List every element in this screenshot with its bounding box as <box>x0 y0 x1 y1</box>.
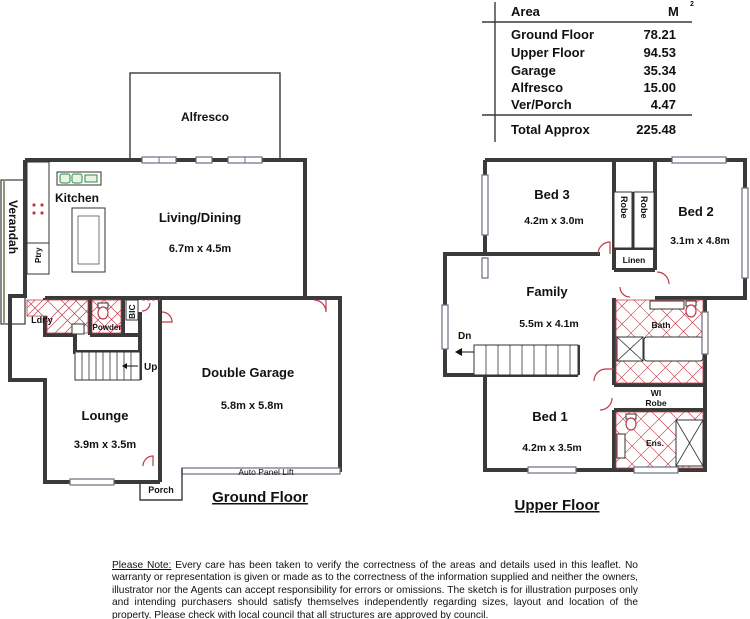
robe-label: Robe <box>639 196 649 219</box>
bed3-window <box>482 175 488 235</box>
bed3-size: 4.2m x 3.0m <box>524 215 584 227</box>
window <box>196 157 212 163</box>
area-row-label: Ver/Porch <box>511 97 572 112</box>
sink-bowl <box>72 174 82 183</box>
area-row-value: 78.21 <box>643 27 676 42</box>
family-label: Family <box>526 284 568 299</box>
island-top <box>78 216 99 264</box>
upper-floor-title: Upper Floor <box>514 497 600 514</box>
lounge-label: Lounge <box>81 408 129 423</box>
disclaimer <box>112 560 638 619</box>
upper-stairs <box>455 345 578 375</box>
area-row-value: 15.00 <box>643 80 676 95</box>
ensuite-vanity <box>617 434 625 458</box>
disclaimer-heading: Please Note: <box>112 560 172 571</box>
laundry-tub <box>72 324 84 334</box>
area-total-value: 225.48 <box>636 122 676 137</box>
bed2-window <box>672 157 726 163</box>
drainer <box>85 175 97 182</box>
bed2-side-window <box>742 188 748 278</box>
garage-label: Double Garage <box>201 365 295 380</box>
living-size: 6.7m x 4.5m <box>168 243 232 255</box>
toilet-icon <box>98 303 108 319</box>
wi-robe-label: WI <box>650 388 662 398</box>
sink-bowl <box>60 174 70 183</box>
bath-label: Bath <box>651 320 671 330</box>
kitchen-label: Kitchen <box>55 191 100 205</box>
garage-walls <box>160 298 340 472</box>
porch-label: Porch <box>148 485 174 495</box>
upper-floor-plan <box>442 157 748 514</box>
bed1-label: Bed 1 <box>532 409 568 424</box>
lounge-size: 3.9m x 3.5m <box>73 439 137 451</box>
area-row-label: Garage <box>511 63 556 78</box>
alfresco-label: Alfresco <box>180 110 230 124</box>
garage-size: 5.8m x 5.8m <box>220 400 284 412</box>
window <box>482 258 488 278</box>
area-row-value: 4.47 <box>650 97 676 112</box>
garage-door-label: Auto Panel Lift <box>238 467 294 477</box>
laundry-label: Ldr'y <box>31 315 53 325</box>
bed3-walls <box>485 160 614 254</box>
area-row-value: 35.34 <box>643 63 676 78</box>
bathtub <box>644 337 703 361</box>
ground-stairs <box>75 352 140 380</box>
stairs-down-label: Dn <box>458 331 472 342</box>
area-row-value: 94.53 <box>643 45 676 60</box>
area-total-label: Total Approx <box>511 122 590 137</box>
door-swing <box>594 369 614 381</box>
door-swing <box>314 300 326 312</box>
ground-floor-plan <box>1 73 340 506</box>
area-unit: M <box>668 4 679 19</box>
door-swing <box>142 303 150 311</box>
toilet-icon <box>626 414 636 430</box>
linen-label: Linen <box>622 255 646 265</box>
stairs-up-label: Up <box>144 362 158 373</box>
door-swing <box>162 312 172 322</box>
wi-robe-label: Robe <box>645 398 667 408</box>
lounge-window <box>70 479 114 485</box>
pantry-label: Ptry <box>34 247 43 263</box>
area-row-label: Ground Floor <box>511 27 595 42</box>
ground-floor-title: Ground Floor <box>212 489 308 506</box>
vanity <box>650 301 684 309</box>
door-swing <box>620 287 630 297</box>
family-size: 5.5m x 4.1m <box>519 318 579 330</box>
powder-label: Powder <box>92 323 122 332</box>
ensuite-window <box>634 467 678 473</box>
living-label: Living/Dining <box>158 210 242 225</box>
bath-window <box>702 312 708 354</box>
area-row-label: Upper Floor <box>511 45 585 60</box>
bed1-size: 4.2m x 3.5m <box>522 442 582 454</box>
bed3-label: Bed 3 <box>534 187 570 202</box>
area-unit-exponent: 2 <box>690 1 694 8</box>
area-row-label: Alfresco <box>511 80 564 95</box>
disclaimer-body: Every care has been taken to verify the correctness of the areas and details used in this leaflet. No warranty or representation is given or made as to the correctness of the information supplied and neither the owners, illustrator nor the Agents can accept responsibility for errors or omissions. The sketch is for illustration purposes only and intending purchasers should satisfy themselves independently regarding sizes, layout and location of the property. Please check with local council that all structures are approved by council. <box>112 560 638 619</box>
robe-label: Robe <box>619 196 629 219</box>
verandah-label: Verandah <box>6 200 20 255</box>
bed2-size: 3.1m x 4.8m <box>670 235 730 247</box>
door-swing <box>657 272 669 284</box>
area-header: Area <box>511 4 540 19</box>
family-window <box>442 305 448 349</box>
bic-label: BIC <box>127 304 137 319</box>
door-swing <box>600 398 612 410</box>
area-table <box>482 1 694 142</box>
bed1-window <box>528 467 576 473</box>
toilet-icon <box>686 301 696 317</box>
bed2-label: Bed 2 <box>678 204 714 219</box>
door-swing <box>143 456 153 466</box>
ensuite-label: Ens. <box>646 438 664 448</box>
